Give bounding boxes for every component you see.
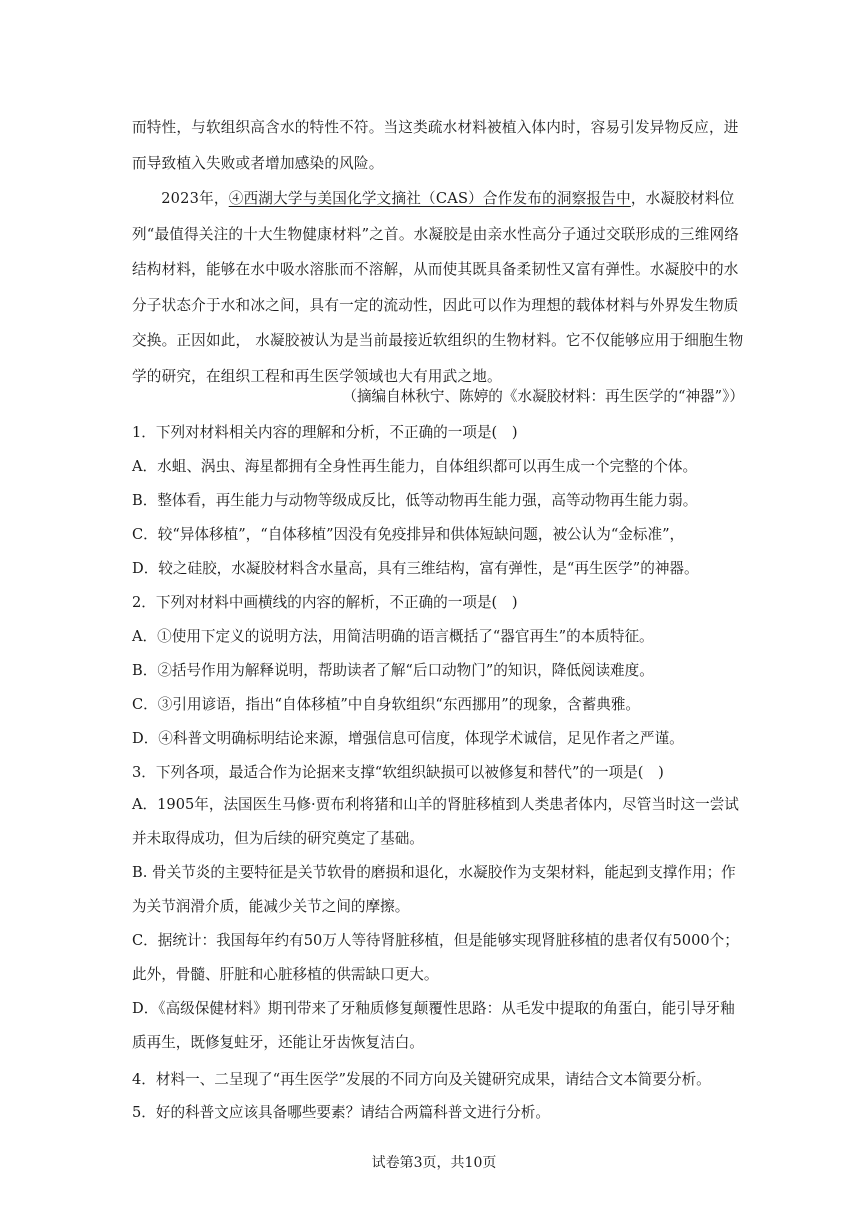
question-1-option-c: C．较“异体移植”，“自体移植”因没有免疫排异和供体短缺问题，被公认为“金标准”， xyxy=(132,526,685,543)
passage-text: ，水凝胶材料位列“最值得关注的十大生物健康材料”之首。水凝胶是由亲水性高分子通过交联形成的三维网络结构材料，能够在水中吸水溶胀而不溶解，从而使其既具备柔韧性又富有弹性。水凝胶中的水分子状态介于水和冰之间，具有一定的流动性，因此可以作为理想的载体材料与外界发生物质交换。正因如此， 水凝胶被认为是当前最接近软组织的生物材料。它不仅能够应用于细胞生物学的研究，在组织工程和再生医学领域也大有用武之地。 xyxy=(132,190,744,385)
question-3: 3．下列各项，最适合作为论据来支撑“软组织缺损可以被修复和替代”的一项是( ) xyxy=(132,764,664,781)
question-3-option-a: A．1905年，法国医生马修·贾布利将猪和山羊的肾脏移植到人类患者体内，尽管当时这一尝试并未取得成功，但为后续的研究奠定了基础。 xyxy=(132,796,739,847)
passage-text: 而特性，与软组织高含水的特性不符。当这类疏水材料被植入体内时，容易引发异物反应，进而导致植入失败或者增加感染的风险。 xyxy=(132,119,739,172)
question-3-option-c: C．据统计：我国每年约有50万人等待肾脏移植，但是能够实现肾脏移植的患者仅有5000个；此外，骨髓、肝脏和心脏移植的供需缺口更大。 xyxy=(132,932,739,983)
question-2-option-c: C．③引用谚语，指出“自体移植”中自身软组织“东西挪用”的现象，含蓄典雅。 xyxy=(132,696,641,713)
question-3-option-d: D．《高级保健材料》期刊带来了牙釉质修复颠覆性思路：从毛发中提取的角蛋白，能引导牙釉质再生，既修复蛀牙，还能让牙齿恢复洁白。 xyxy=(132,1000,735,1051)
passage-source: （摘编自林秋宁、陈婷的《水凝胶材料：再生医学的“神器”》） xyxy=(342,388,744,405)
question-1: 1．下列对材料相关内容的理解和分析，不正确的一项是( ) xyxy=(132,424,518,441)
question-4: 4．材料一、二呈现了“再生医学”发展的不同方向及关键研究成果，请结合文本简要分析。 xyxy=(132,1071,711,1088)
question-1-option-d: D．较之硅胶，水凝胶材料含水量高，具有三维结构，富有弹性，是“再生医学”的神器。 xyxy=(132,560,699,577)
question-2: 2．下列对材料中画横线的内容的解析，不正确的一项是( ) xyxy=(132,594,518,611)
page-footer: 试卷第3页，共10页 xyxy=(371,1155,497,1171)
passage-paragraph-2 xyxy=(132,181,744,394)
passage-text: 2023年， xyxy=(161,190,229,207)
question-2-option-a: A．①使用下定义的说明方法，用简洁明确的语言概括了“器官再生”的本质特征。 xyxy=(132,628,654,645)
question-2-option-d: D．④科普文明确标明结论来源，增强信息可信度，体现学术诚信，足见作者之严谨。 xyxy=(132,730,684,747)
passage-paragraph-1 xyxy=(132,110,744,181)
question-3-option-b: B. 骨关节炎的主要特征是关节软骨的磨损和退化，水凝胶作为支架材料，能起到支撑作用；作为关节润滑介质，能减少关节之间的摩擦。 xyxy=(132,864,736,915)
underlined-phrase-4: ④西湖大学与美国化学文摘社（CAS）合作发布的洞察报告中 xyxy=(228,190,631,207)
question-2-option-b: B．②括号作用为解释说明，帮助读者了解“后口动物门”的知识，降低阅读难度。 xyxy=(132,662,654,679)
question-5: 5．好的科普文应该具备哪些要素？请结合两篇科普文进行分析。 xyxy=(132,1104,550,1121)
question-1-option-a: A．水蛆、涡虫、海星都拥有全身性再生能力，自体组织都可以再生成一个完整的个体。 xyxy=(132,458,698,475)
question-1-option-b: B．整体看，再生能力与动物等级成反比，低等动物再生能力强，高等动物再生能力弱。 xyxy=(132,492,698,509)
